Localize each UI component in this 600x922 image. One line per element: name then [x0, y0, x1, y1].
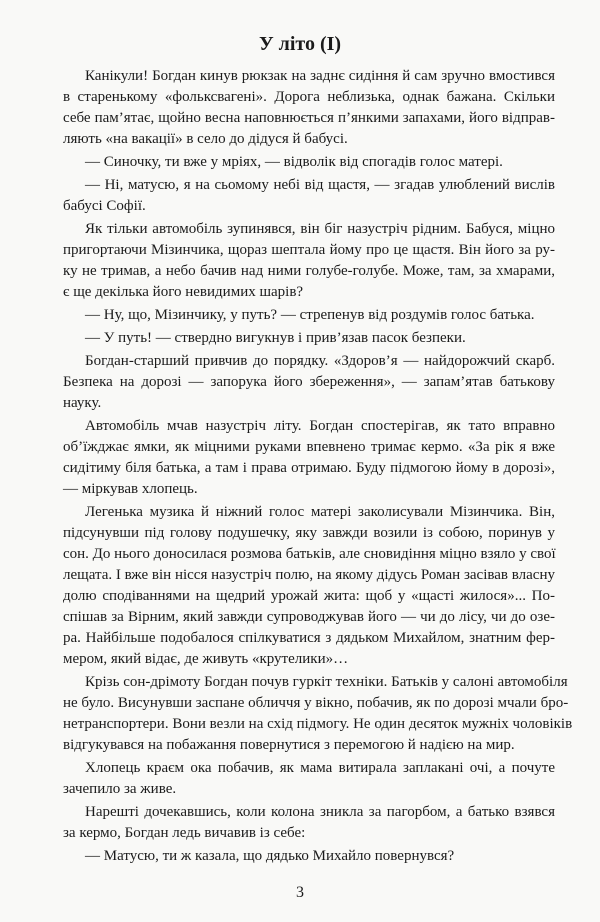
text-line: мером, який відає, де живуть «крутелики»…	[63, 651, 349, 667]
text-line: сидітиму біля батька, а там і права отримаю. Буду підмогою йому в дорозі»,	[63, 460, 555, 476]
text-line: пригортаючи Мізинчика, щораз шептала йому про це щастя. Він його за ру-	[63, 242, 555, 258]
text-line: в старенькому «фольксвагені». Дорога неблизька, однак бажана. Скільки	[63, 89, 555, 105]
paragraph	[63, 672, 573, 756]
text-line: Нарешті дочекавшись, коли колона зникла за пагорбом, а батько взявся	[85, 804, 555, 820]
paragraph	[63, 846, 555, 867]
paragraph	[63, 305, 555, 326]
paragraph	[63, 802, 555, 844]
text-line: себе пам’ятає, щойно весна наповнюється п’янкими запахами, його відправ-	[63, 110, 555, 126]
text-line: ра. Найбільше подобалося спілкуватися з дядьком Михайлом, знатним фер-	[63, 630, 555, 646]
text-line: долю сподіваннями на щедрий урожай жита: щоб у «щасті жилося»... По-	[63, 588, 555, 604]
paragraph	[63, 351, 555, 414]
text-line: Як тільки автомобіль зупинявся, він біг назустріч рідним. Бабуся, міцно	[85, 221, 555, 237]
text-line: Хлопець краєм ока побачив, як мама витирала заплакані очі, а почуте	[85, 760, 555, 776]
text-line: — Ну, що, Мізинчику, у путь? — стрепенув від роздумів голос батька.	[85, 307, 535, 323]
text-line: нетранспортери. Вони везли на схід підмогу. Не один десяток мужніх чоловіків	[63, 716, 573, 732]
text-line: — Ні, матусю, я на сьомому небі від щастя, — згадав улюблений вислів	[85, 177, 555, 193]
chapter-title: У літо (І)	[258, 33, 342, 55]
text-line: ку не тримав, а небо бачив над ними голубе-голубе. Може, там, за хмарами,	[63, 263, 555, 279]
text-line: відгукувався на побажання повернутися з перемогою й надією на мир.	[63, 737, 515, 753]
page-number: 3	[296, 884, 304, 901]
text-line: бабусі Софії.	[63, 198, 146, 214]
paragraph	[63, 416, 555, 500]
paragraph	[63, 175, 555, 217]
text-line: — міркував хлопець.	[63, 481, 198, 497]
text-line: спішав за Вірним, який завжди супроводжував його — чи до лісу, чи до озе-	[63, 609, 555, 625]
text-line: Канікули! Богдан кинув рюкзак на заднє сидіння й сам зручно вмостився	[85, 68, 555, 84]
text-line: не було. Висунувши заспане обличчя у вікно, побачив, як по дорозі мчали бро-	[63, 695, 569, 711]
paragraph	[63, 66, 555, 150]
text-line: зачепило за живе.	[63, 781, 177, 797]
body-text	[63, 66, 573, 869]
text-line: Легенька музика й ніжний голос матері заколисували Мізинчика. Він,	[85, 504, 555, 520]
text-line: лещата. І вже він нісся назустріч полю, на якому дідусь Роман засівав власну	[63, 567, 555, 583]
text-line: є ще декілька його невидимих шарів?	[63, 284, 304, 300]
text-line: ляють «на вакації» в село до дідуся й бабусі.	[63, 131, 348, 147]
text-line: — Матусю, ти ж казала, що дядько Михайло повернувся?	[85, 848, 455, 864]
text-line: Безпека на дорозі — запорука його збереження», — запам’ятав батькову	[63, 374, 555, 390]
paragraph	[63, 328, 555, 349]
text-line: об’їжджає ямки, як міцними руками впевнено тримає кермо. «За рік я вже	[63, 439, 555, 455]
text-line: — Синочку, ти вже у мріях, — відволік від спогадів голос матері.	[85, 154, 503, 170]
text-line: науку.	[63, 395, 102, 411]
paragraph	[63, 758, 555, 800]
text-line: — У путь! — ствердно вигукнув і прив’язав пасок безпеки.	[85, 330, 466, 346]
paragraph	[63, 152, 555, 173]
text-line: Крізь сон-дрімоту Богдан почув гуркіт техніки. Батьків у салоні автомобіля	[85, 674, 568, 690]
text-line: підсунувши під голову подушечку, яку завжди возили із собою, поринув у	[63, 525, 555, 541]
text-line: за кермо, Богдан ледь вичавив із себе:	[63, 825, 306, 841]
text-line: Богдан-старший привчив до порядку. «Здоров’я — найдорожчий скарб.	[85, 353, 555, 369]
text-line: Автомобіль мчав назустріч літу. Богдан спостерігав, як тато вправно	[85, 418, 555, 434]
paragraph	[63, 219, 555, 303]
paragraph	[63, 502, 555, 670]
text-line: сон. До нього доносилася розмова батьків, але сновидіння міцно взяло у свої	[63, 546, 556, 562]
